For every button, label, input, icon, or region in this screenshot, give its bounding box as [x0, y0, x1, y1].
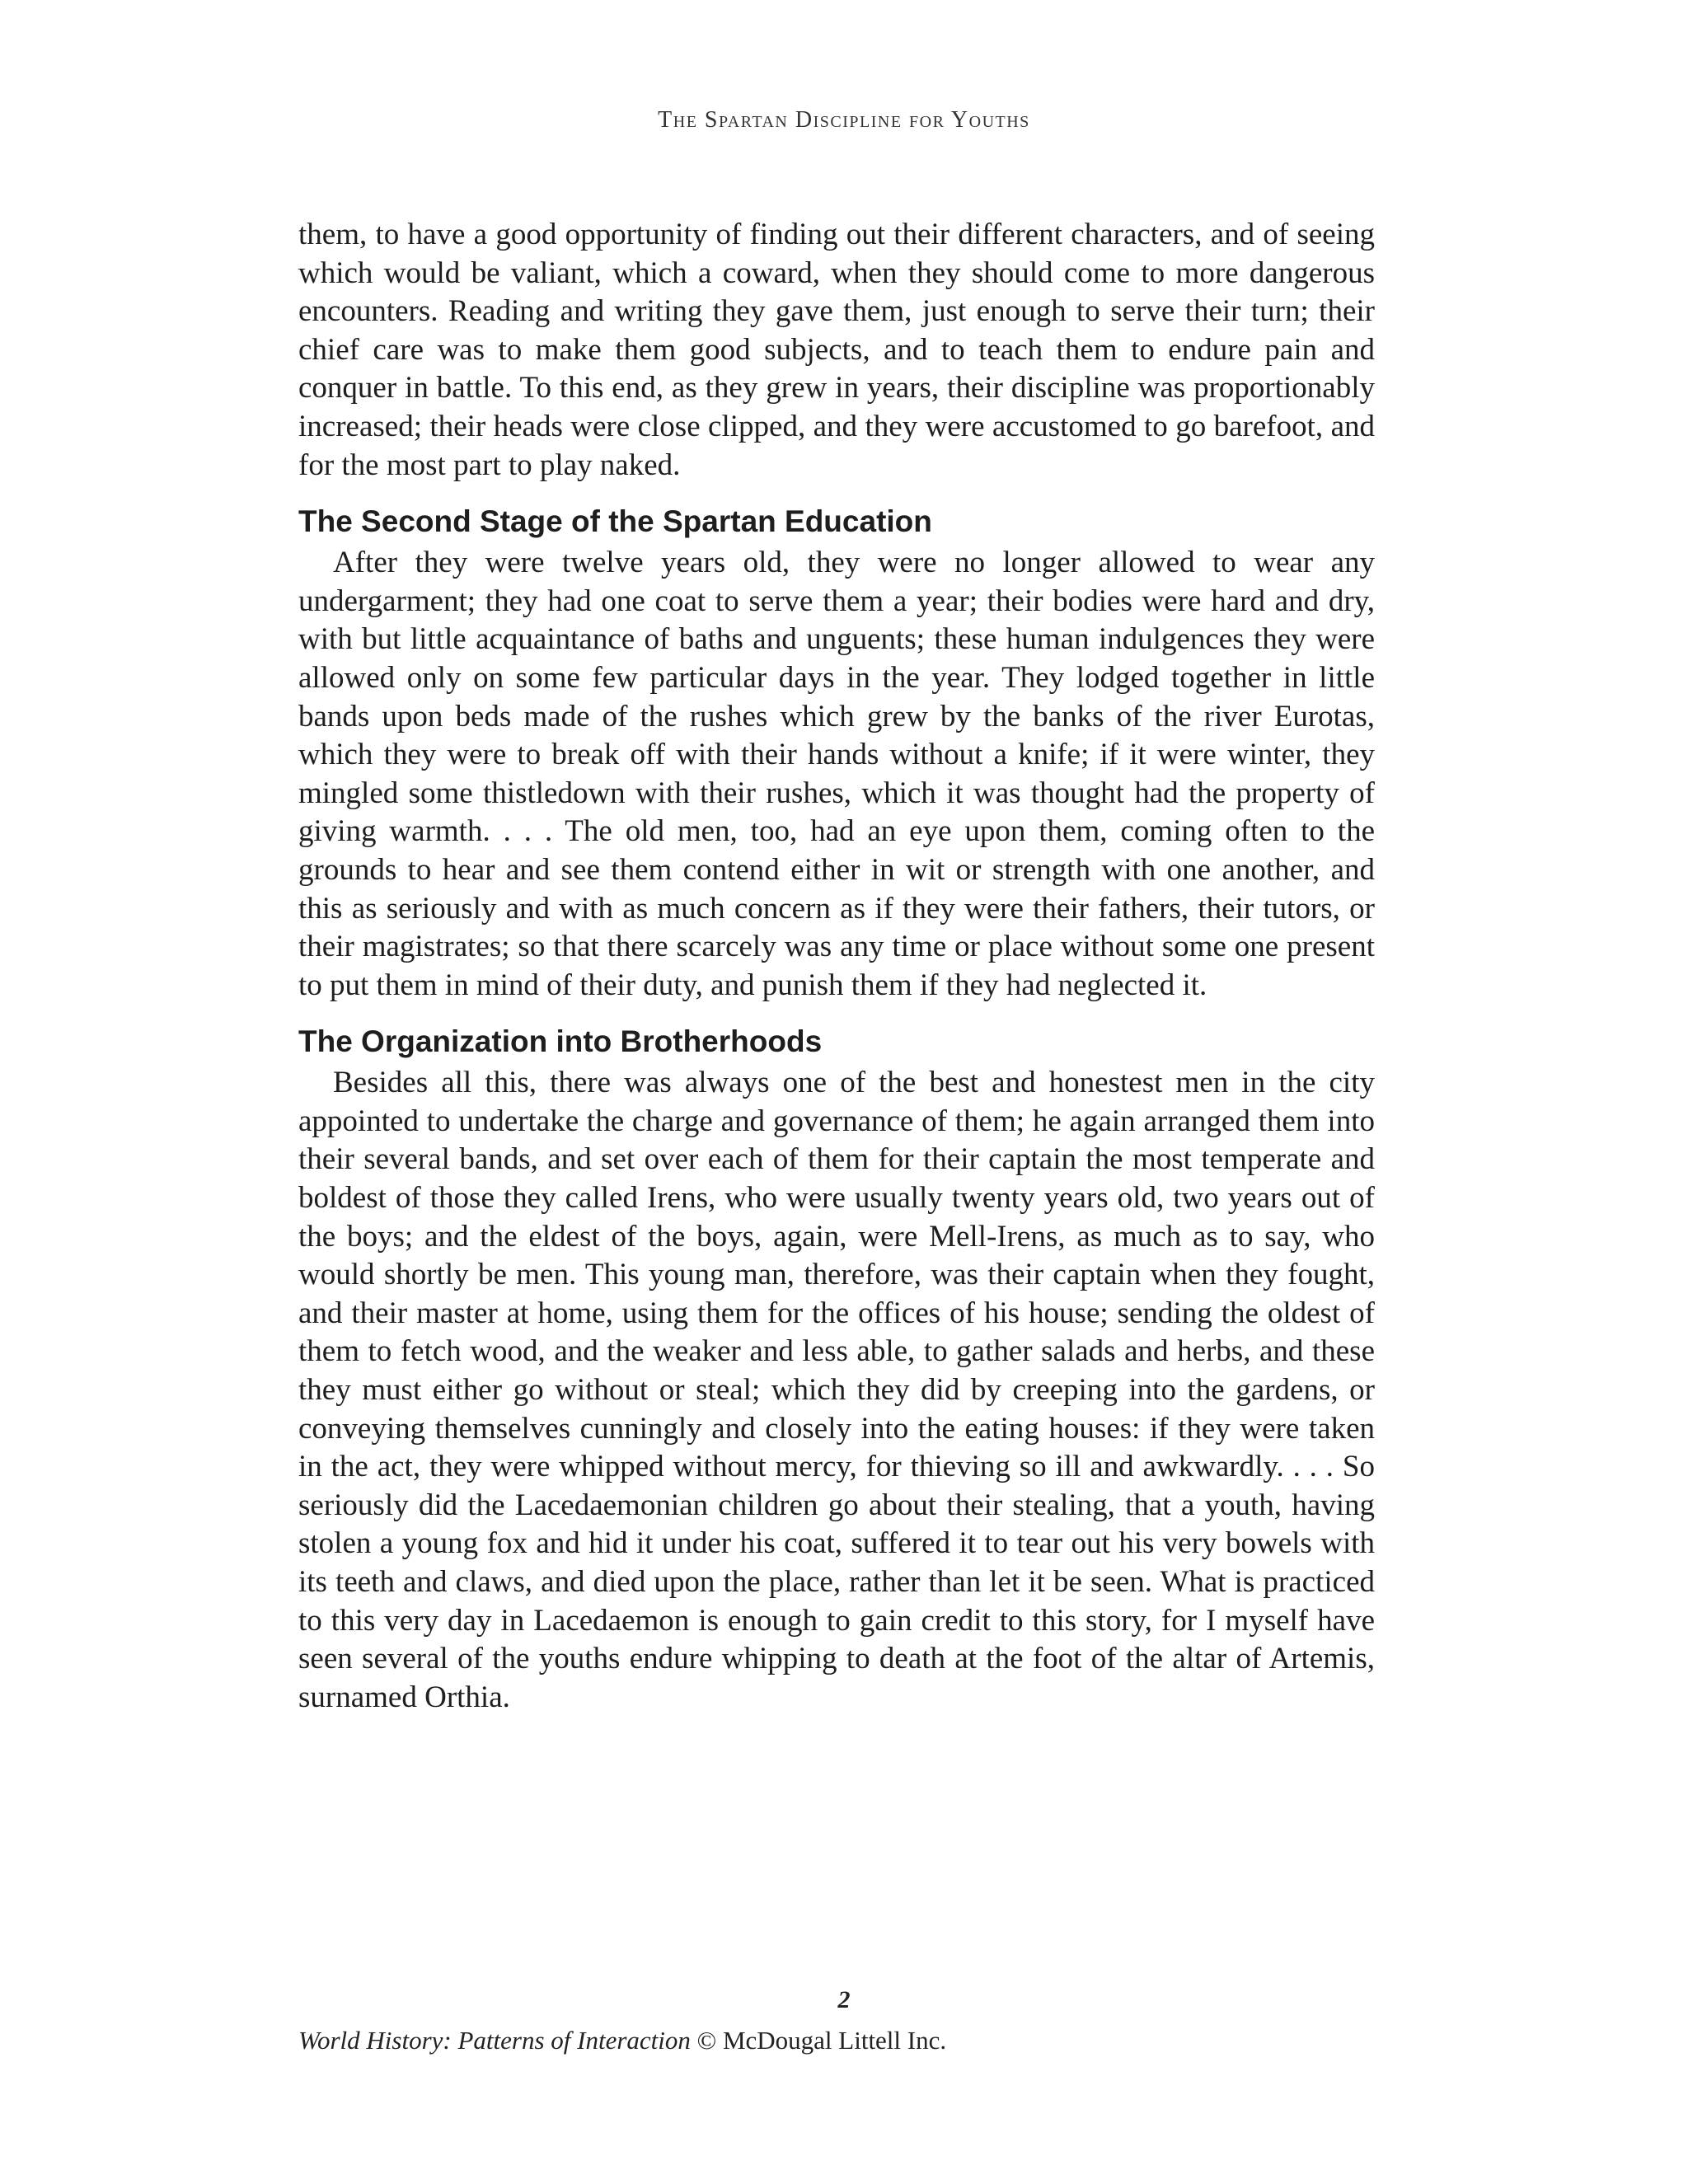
footer-credit	[298, 2026, 946, 2055]
paragraph-intro: them, to have a good opportunity of finding out their different characters, and of seeing which would be valiant, which a coward, when they should come to more dangerous encounters. Reading and writing they gave them, just enough to serve their turn; their chief care was to make them good subjects, and to teach them to endure pain and conquer in battle. To this end, as they grew in years, their discipline was proportionably increased; their heads were close clipped, and they were accustomed to go barefoot, and for the most part to play naked.	[298, 218, 1375, 482]
footer-copyright: © McDougal Littell Inc.	[690, 2026, 947, 2055]
page-body	[298, 216, 1375, 1717]
paragraph-second-stage: After they were twelve years old, they were no longer allowed to wear any undergarment; they had one coat to serve them a year; their bodies were hard and dry, with but little acquaintance of baths and unguents; these human indulgences they were allowed only on some few particular days in the year. They lodged together in little bands upon beds made of the rushes which grew by the banks of the river Eurotas, which they were to break off with their hands without a knife; if it were winter, they mingled some thistledown with their rushes, which it was thought had the property of giving warmth. . . . The old men, too, had an eye upon them, coming often to the grounds to hear and see them contend either in wit or strength with one another, and this as seriously and with as much concern as if they were their fathers, their tutors, or their magistrates; so that there scarcely was any time or place without some one present to put them in mind of their duty, and punish them if they had neglected it.	[298, 546, 1375, 1002]
running-head: The Spartan Discipline for Youths	[658, 107, 1030, 133]
section-heading-brotherhoods: The Organization into Brotherhoods	[298, 1024, 823, 1059]
paragraph-brotherhoods: Besides all this, there was always one of the best and honestest men in the city appointed to undertake the charge and governance of them; he again arranged them into their several bands, and set over each of them for their captain the most temperate and boldest of those they called Irens, who were usually twenty years old, two years out of the boys; and the eldest of the boys, again, were Mell-Irens, as much as to say, who would shortly be men. This young man, therefore, was their captain when they fought, and their master at home, using them for the offices of his house; sending the oldest of them to fetch wood, and the weaker and less able, to gather salads and herbs, and these they must either go without or steal; which they did by creeping into the gardens, or conveying themselves cunningly and closely into the eating houses: if they were taken in the act, they were whipped without mercy, for thieving so ill and awkwardly. . . . So seriously did the Lacedaemonian children go about their stealing, that a youth, having stolen a young fox and hid it under his coat, suffered it to tear out his very bowels with its teeth and claws, and died upon the place, rather than let it be seen. What is practiced to this very day in Lacedaemon is enough to gain credit to this story, for I myself have seen several of the youths endure whipping to death at the foot of the altar of Artemis, surnamed Orthia.	[298, 1066, 1375, 1714]
page-number: 2	[837, 1986, 851, 2013]
section-heading-second-stage: The Second Stage of the Spartan Education	[298, 504, 932, 539]
footer-book-title: World History: Patterns of Interaction	[298, 2026, 691, 2055]
